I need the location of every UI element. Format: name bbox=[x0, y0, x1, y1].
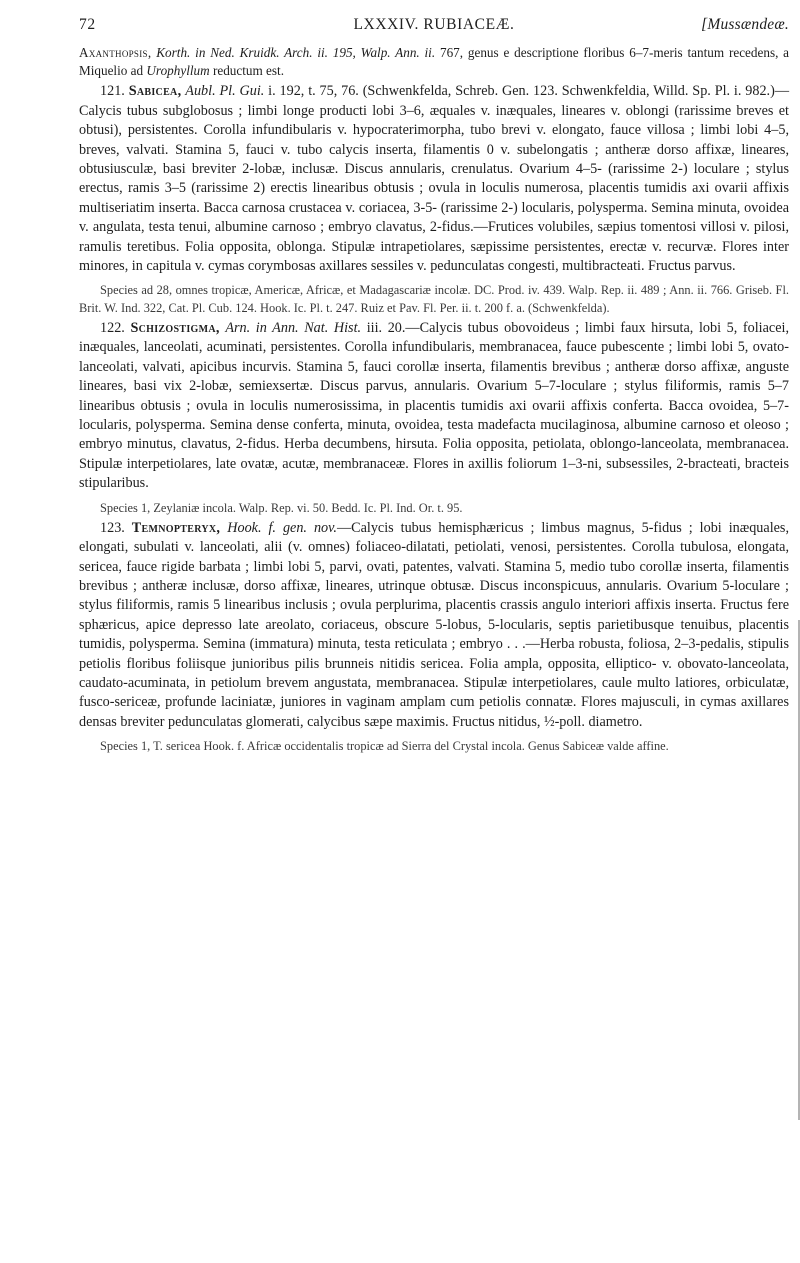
genus-name: Temnopteryx, bbox=[131, 519, 221, 536]
genus-number: 121. bbox=[100, 83, 125, 100]
species-note: Species 1, Zeylaniæ incola. Walp. Rep. vi. 50. Bedd. Ic. Pl. Ind. Or. t. 95. bbox=[100, 500, 463, 515]
genus-number: 123. bbox=[100, 519, 125, 536]
intro-text: 767, genus e descriptione floribus 6–7-meris tantum recedens, a Miquelio ad bbox=[79, 45, 790, 79]
page-body bbox=[79, 44, 789, 755]
intro-genus: Axanthopsis, bbox=[79, 45, 152, 60]
intro-ref: Urophyllum bbox=[146, 63, 210, 79]
intro-text-end: reductum est. bbox=[212, 63, 284, 79]
genus-text: iii. 20.—Calycis tubus obovoideus ; limbi faux hirsuta, lobi 5, foliacei, inæquales, lanceolati, acuminati, persistentes. Corolla infundibularis, membranacea, fauce pubescente ; limbi lobi 5, ovato-lanceolati, valvati, apicibus incurvis. Stamina 5, fauci corollæ inserta, filamentis brevibus ; antheræ dorso affixæ, anguste lineares, basi vix 2-lobæ, semiexsertæ. Discus parvus, annularis. Ovarium 5–7-loculare ; stylus filiformis, ramis 5–7 linearibus obtusis ; ovula in loculis numerosissima, in placentis tumidis axi ovarii affixis conferta. Bacca ovoidea, 5–7-locularis, polysperma. Semina dense conferta, minuta, ovoidea, testa madefacta mucilaginosa, albumine carnoso et oleoso ; embryo minutus, clavatus, 2-fidus. Herba decumbens, hirsuta. Folia opposita, petiolata, oblongo-lanceolata, membranacea. Stipulæ interpetiolares, late ovatæ, acutæ, membranaceæ. Flores in axillis foliorum 1–3-ni, subsessiles, 2-bracteati, bracteis stipularibus. bbox=[79, 319, 789, 492]
genus-description bbox=[79, 319, 789, 494]
running-header bbox=[79, 16, 789, 40]
genus-author: Aubl. Pl. Gui. bbox=[185, 83, 265, 100]
genus-author: Hook. f. gen. nov. bbox=[227, 519, 337, 536]
genus-text: i. 192, t. 75, 76. (Schwenkfelda, Schreb. Gen. 123. Schwenkfeldia, Willd. Sp. Pl. i. 982.)—Calycis tubus subglobosus ; limbi longe producti lobi 3–6, æquales v. inæquales, lineares v. oblongi (rarissime breves et obtusi), persistentes. Corolla infundibularis v. hypocraterimorpha, tubo brevi v. elongato, fauce villosa ; limbi lobi 4–5, breves, valvati. Stamina 5, fauci v. tubo calycis inserta, filamentis 0 v. subelongatis ; antheræ dorso affixæ, lineares, obtusiusculæ, basi breviter 2-lobæ, inclusæ. Discus annularis, crenulatus. Ovarium 4–5- (rarissime 2-) loculare ; stylus erectus, ramis 3–5 (rarissime 2) erectis linearibus obtusis ; ovula in loculis numerosa, placentis tumidis axi ovarii affixis multiseriatim inserta. Bacca carnosa crustacea v. coriacea, 3-5- (rarissime 2-) locularis, polysperma. Semina minuta, ovoidea v. angulata, testa tenui, albumine carnoso ; embryo clavatus, 2-fidus.—Frutices volubiles, sæpius tomentosi villosi v. pilosi, ramulis teretibus. Folia opposita, oblonga. Stipulæ intrapetiolares, sæpissime persistentes, erectæ v. recurvæ. Flores inter minores, in capitula v. cymas corymbosas axillares sessiles v. pedunculatas congesti, multibracteati. Fructus parvus. bbox=[79, 83, 790, 275]
running-title: LXXXIV. RUBIACEÆ. bbox=[353, 16, 515, 33]
intro-paragraph bbox=[79, 44, 789, 80]
section-title: [Mussændeæ. bbox=[701, 16, 789, 33]
intro-author: Korth. in Ned. Kruidk. Arch. ii. 195, Walp. Ann. ii. bbox=[156, 45, 436, 60]
page-number: 72 bbox=[79, 16, 96, 33]
genus-text: —Calycis tubus hemisphæricus ; limbus magnus, 5-fidus ; lobi inæquales, elongati, subulati v. lanceolati, alii (v. omnes) foliaceo-dilatati, petiolati, venosi, persistentes. Corolla tubulosa, elongata, sericea, fauce rigide barbata ; limbi lobi 5, parvi, ovati, patentes, valvati. Stamina 5, medio tubo corollæ inserta, filamentis brevibus ; antheræ inclusæ, dorso affixæ, lineares, utrinque obtusæ. Discus inconspicuus, annularis. Ovarium 5-loculare ; stylus filiformis, ramis 5 linearibus inclusis ; ovula perplurima, placentis crassis angulo interiori affixis inserta. Fructus fere sphæricus, apice depresso late areolato, coriaceus, obscure 5-lobus, 5-locularis, septis parietibusque tenuibus, placentis tumidis, polysperma. Semina (immatura) minuta, testa reticulata ; embryo . . .—Herba robusta, foliosa, 2–3-pedalis, stipulis petiolis floribus foliisque junioribus pilis brunneis nitidis sericea. Folia ampla, opposita, elliptico- v. obovato-lanceolata, caudato-acuminata, in petiolum brevem angustata, membranacea. Stipulæ interpetiolares, caule multo latiores, orbiculatæ, fusco-sericeæ, profunde laciniatæ, juniores in vaginam amplam cum petiolis connatæ. Flores majusculi, in cymas axillares densas breviter pedunculatas glomerati, calycibus sæpe maximis. Fructus nitidus, ½-poll. diametro. bbox=[79, 519, 789, 730]
genus-description bbox=[79, 82, 789, 276]
genus-author: Arn. in Ann. Nat. Hist. bbox=[225, 319, 362, 336]
species-note: Species ad 28, omnes tropicæ, Americæ, Africæ, et Madagascariæ incolæ. DC. Prod. iv. 439. Walp. Rep. ii. 489 ; Ann. ii. 766. Griseb. Fl. Brit. W. Ind. 322, Cat. Pl. Cub. 124. Hook. Ic. Pl. t. 247. Ruiz et Pav. Fl. Per. ii. t. 200 f. a. (Schwenkfelda). bbox=[79, 283, 789, 315]
species-note: Species 1, T. sericea Hook. f. Africæ occidentalis tropicæ ad Sierra del Crystal incola. Genus Sabiceæ valde affine. bbox=[100, 739, 669, 754]
genus-description bbox=[79, 519, 789, 732]
genus-name: Sabicea, bbox=[128, 83, 182, 100]
genus-name: Schizostigma, bbox=[130, 319, 220, 336]
genus-number: 122. bbox=[100, 319, 125, 336]
